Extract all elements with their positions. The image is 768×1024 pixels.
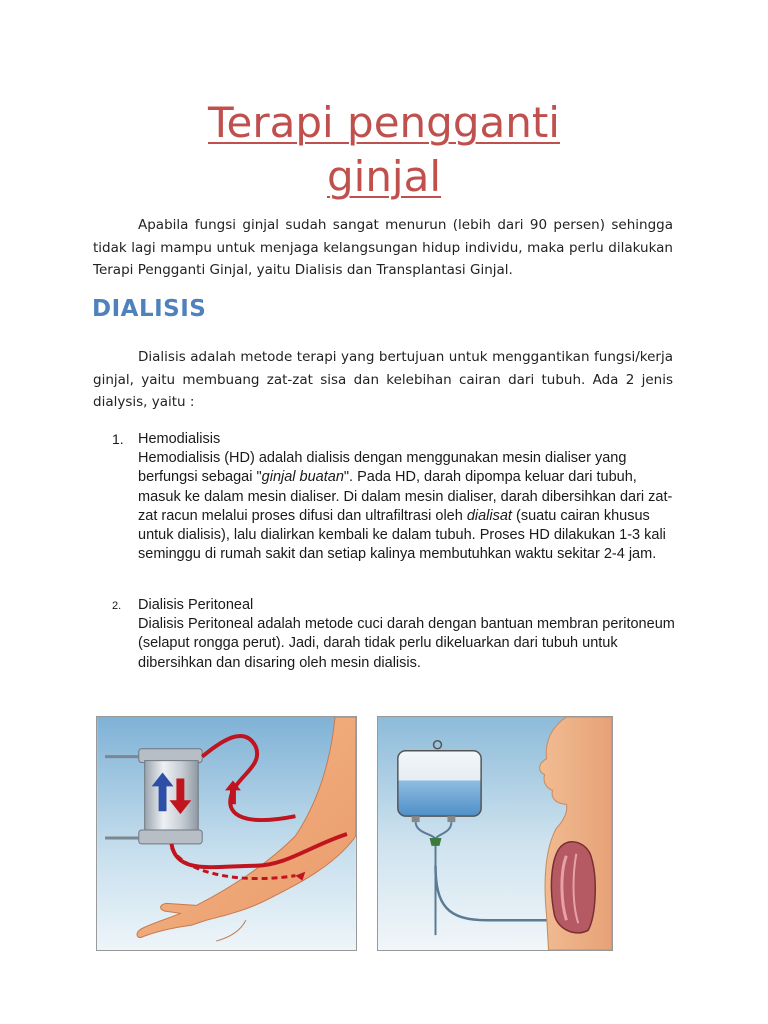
- list-item-title: Hemodialisis: [138, 431, 221, 447]
- peritoneal-dialysis-icon: [378, 717, 612, 950]
- peritoneal-dialysis-illustration: [377, 716, 613, 951]
- list-item-peritoneal: [112, 596, 682, 673]
- section-heading-dialisis: DIALISIS: [92, 296, 207, 322]
- hemodialysis-icon: [97, 717, 356, 950]
- title-line-1: Terapi pengganti: [208, 98, 560, 147]
- intro-paragraph: Apabila fungsi ginjal sudah sangat menurun (lebih dari 90 persen) sehingga tidak lagi mampu untuk menjaga kelangsungan hidup individu, maka perlu dilakukan Terapi Pengganti Ginjal, yaitu Dialisis dan Transplantasi Ginjal.: [93, 217, 673, 278]
- body-text: (suatu cairan khusus untuk dialisis), lalu dialirkan kembali ke dalam tubuh. Proses HD dilakukan 1-3 kali seminggu di rumah sakit dan setiap kalinya membutuhkan waktu sekitar 2-4 jam.: [138, 507, 666, 563]
- dialisis-paragraph: Dialisis adalah metode terapi yang bertujuan untuk menggantikan fungsi/kerja ginjal, yaitu membuang zat-zat sisa dan kelebihan cairan dari tubuh. Ada 2 jenis dialysis, yaitu :: [93, 349, 673, 410]
- list-item-title: Dialisis Peritoneal: [138, 597, 254, 613]
- page-title: [90, 96, 678, 204]
- title-line-2: ginjal: [326, 152, 442, 201]
- list-number: 1.: [112, 431, 124, 447]
- hemodialysis-illustration: [96, 716, 357, 951]
- italic-term: dialisat: [466, 507, 512, 524]
- list-item-hemodialisis: [112, 430, 682, 564]
- list-number: 2.: [112, 600, 122, 612]
- body-text: ". Pada HD, darah dipompa keluar dari tubuh, masuk ke dalam mesin dialiser. Di dalam mesin dialiser, darah dibersihkan dari zat-zat racun melalui proses difusi dan ultrafiltrasi oleh: [138, 469, 673, 524]
- list-item-body: Dialisis Peritoneal adalah metode cuci darah dengan bantuan membran peritoneum (selaput rongga perut). Jadi, darah tidak perlu dikeluarkan dari tubuh untuk dibersihkan dan disaring oleh mesin dialisis.: [138, 616, 675, 671]
- italic-term: ginjal buatan: [261, 469, 344, 486]
- list-item-body: [138, 449, 682, 564]
- body-text: Hemodialisis (HD) adalah dialisis dengan menggunakan mesin dialiser yang berfungsi sebagai ": [138, 450, 627, 486]
